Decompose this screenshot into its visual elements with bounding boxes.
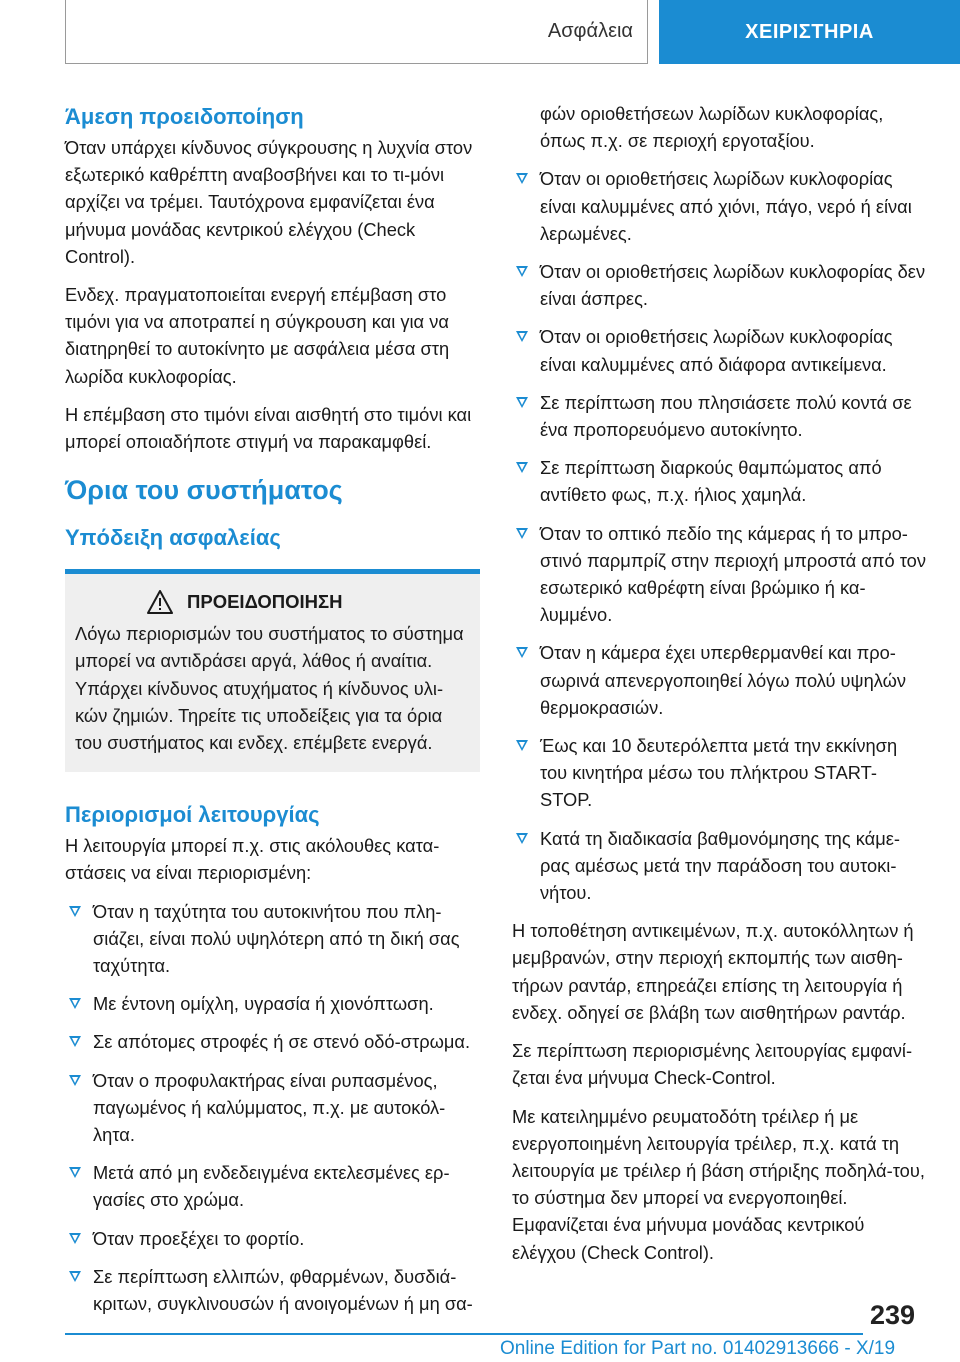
list-item-text: Κατά τη διαδικασία βαθμονόμησης της κάμε-ρας αμέσως μετά την παράδοση του αυτοκι-νήτου.: [540, 827, 900, 904]
triangle-bullet-icon: [69, 998, 81, 1009]
warning-triangle-icon: [147, 590, 173, 614]
list-continuation: φών οριοθετήσεων λωρίδων κυκλοφορίας, όπως π.χ. σε περιοχή εργοταξίου.: [540, 103, 884, 152]
triangle-bullet-icon: [69, 1233, 81, 1244]
triangle-bullet-icon: [516, 331, 528, 342]
bullet-list: [65, 898, 480, 1318]
warning-box: [65, 569, 480, 772]
list-item: [65, 990, 480, 1017]
heading-system-limits: Όρια του συστήματος: [65, 475, 343, 506]
bullet-list: [512, 165, 927, 906]
triangle-bullet-icon: [516, 397, 528, 408]
triangle-bullet-icon: [69, 1271, 81, 1282]
list-item: [512, 389, 927, 443]
triangle-bullet-icon: [69, 1075, 81, 1086]
paragraph: Όταν υπάρχει κίνδυνος σύγκρουσης η λυχνία στον εξωτερικό καθρέπτη αναβοσβήνει και το τι-μόνι αρχίζει να τρέμει. Ταυτόχρονα εμφανίζεται ένα μήνυμα μονάδας κεντρικού ελέγχου (Check Control).: [65, 137, 473, 267]
paragraph: Η λειτουργία μπορεί π.χ. στις ακόλουθες κατα-στάσεις να είναι περιορισμένη:: [65, 835, 440, 884]
header-chapter-label: ΧΕΙΡΙΣΤΗΡΙΑ: [745, 20, 874, 43]
triangle-bullet-icon: [516, 266, 528, 277]
triangle-bullet-icon: [69, 906, 81, 917]
list-item-text: Όταν η κάμερα έχει υπερθερμανθεί και προ-σωρινά απενεργοποιηθεί λόγω πολύ υψηλών θερμοκρασιών.: [540, 642, 907, 718]
triangle-bullet-icon: [516, 740, 528, 751]
list-item: [512, 732, 927, 814]
list-item: [65, 1067, 480, 1149]
list-item-text: Όταν η ταχύτητα του αυτοκινήτου που πλη-σιάζει, είναι πολύ υψηλότερη από τη δική σας ταχύτητα.: [93, 900, 460, 977]
list-item: [65, 898, 480, 980]
triangle-bullet-icon: [516, 833, 528, 844]
triangle-bullet-icon: [69, 1167, 81, 1178]
list-item: [512, 520, 927, 629]
warning-title: ΠΡΟΕΙΔΟΠΟΙΗΣΗ: [187, 591, 343, 613]
list-item: [512, 258, 927, 312]
triangle-bullet-icon: [516, 173, 528, 184]
heading-function-restrictions: Περιορισμοί λειτουργίας: [65, 802, 320, 828]
right-column: [512, 100, 927, 1277]
heading-safety-note: Υπόδειξη ασφαλείας: [65, 525, 281, 551]
header-section-label: Ασφάλεια: [547, 20, 633, 42]
list-item-text: Με έντονη ομίχλη, υγρασία ή χιονόπτωση.: [93, 993, 434, 1015]
paragraph: Ενδεχ. πραγματοποιείται ενεργή επέμβαση στο τιμόνι για να αποτραπεί η σύγκρουση και για να διατηρηθεί το αυτοκίνητο με ασφάλεια μέσα στη λωρίδα κυκλοφορίας.: [65, 284, 450, 387]
paragraph: Η επέμβαση στο τιμόνι είναι αισθητή στο τιμόνι και μπορεί οποιαδήποτε στιγμή να παρακαμφθεί.: [65, 403, 472, 453]
list-item: [512, 165, 927, 247]
header-chapter-tab: [659, 0, 960, 64]
list-item-text: Όταν το οπτικό πεδίο της κάμερας ή το μπρο-στινό παρμπρίζ στην περιοχή μπροστά από τον εσωτερικό καθρέφτη είναι βρώμικο ή κα-λυμμένο.: [540, 522, 926, 626]
list-item: [512, 454, 927, 508]
list-item: [65, 1263, 480, 1317]
page-number: 239: [870, 1300, 916, 1330]
footer-edition: Online Edition for Part no. 01402913666 - X/19: [500, 1338, 896, 1359]
list-item-text: Σε περίπτωση ελλιπών, φθαρμένων, δυσδιά-κριτων, συγκλινουσών ή ανοιγομένων ή μη σα-: [93, 1265, 473, 1315]
list-item-text: Όταν οι οριοθετήσεις λωρίδων κυκλοφορίας είναι καλυμμένες από διάφορα αντικείμενα.: [540, 326, 893, 375]
list-item-text: Σε απότομες στροφές ή σε στενό οδό-στρωμα.: [93, 1031, 471, 1053]
heading-immediate-warning: Άμεση προειδοποίηση: [65, 104, 304, 129]
triangle-bullet-icon: [516, 528, 528, 539]
left-column: [65, 100, 480, 1328]
header-section-tab: [65, 0, 648, 64]
triangle-bullet-icon: [69, 1036, 81, 1047]
list-item-text: Μετά από μη ενδεδειγμένα εκτελεσμένες ερ-γασίες στο χρώμα.: [93, 1162, 450, 1211]
list-item: [65, 1028, 480, 1055]
warning-text: Λόγω περιορισμών του συστήματος το σύστημα μπορεί να αντιδράσει αργά, λάθος ή αναίτια. Υπάρχει κίνδυνος ατυχήματος ή κίνδυνος υλι-κών ζημιών. Τηρείτε τις υποδείξεις για τα όρια του συστήματος και ενδεχ. επέμβετε ενεργά.: [75, 623, 464, 754]
paragraph: Με κατειλημμένο ρευματοδότη τρέιλερ ή με ενεργοποιημένη λειτουργία τρέιλερ, π.χ. κατά τη λειτουργία με τρέιλερ ή βάση στήριξης ποδηλά-του, το σύστημα δεν μπορεί να ενεργοποιηθεί. Εμφανίζεται ένα μήνυμα μονάδας κεντρικού ελέγχου (Check Control).: [512, 1105, 925, 1263]
list-item: [512, 825, 927, 907]
list-item-text: Σε περίπτωση που πλησιάσετε πολύ κοντά σε ένα προπορευόμενο αυτοκίνητο.: [540, 391, 912, 441]
list-item: [65, 1159, 480, 1213]
list-item: [65, 1225, 480, 1252]
paragraph: Η τοποθέτηση αντικειμένων, π.χ. αυτοκόλλητων ή μεμβρανών, στην περιοχή εκπομπής των αισθη-τήρων ραντάρ, επηρεάζει επίσης τη λειτουργία ή ενδεχ. οδηγεί σε βλάβη των αισθητήρων ραντάρ.: [512, 920, 914, 1023]
list-item: [512, 639, 927, 721]
triangle-bullet-icon: [516, 647, 528, 658]
triangle-bullet-icon: [516, 462, 528, 473]
list-item-text: Σε περίπτωση διαρκούς θαμπώματος από αντίθετο φως, π.χ. ήλιος χαμηλά.: [540, 457, 882, 506]
list-item-text: Όταν προεξέχει το φορτίο.: [93, 1227, 305, 1249]
list-item-text: Έως και 10 δευτερόλεπτα μετά την εκκίνηση του κινητήρα μέσω του πλήκτρου START-STOP.: [540, 735, 898, 811]
list-item: [512, 323, 927, 377]
list-item-text: Όταν ο προφυλακτήρας είναι ρυπασμένος, παγωμένος ή καλύμματος, π.χ. με αυτοκόλ-λητα.: [93, 1069, 446, 1146]
list-item-text: Όταν οι οριοθετήσεις λωρίδων κυκλοφορίας δεν είναι άσπρες.: [540, 261, 926, 310]
paragraph: Σε περίπτωση περιορισμένης λειτουργίας εμφανί-ζεται ένα μήνυμα Check-Control.: [512, 1040, 913, 1089]
list-item-text: Όταν οι οριοθετήσεις λωρίδων κυκλοφορίας είναι καλυμμένες από χιόνι, πάγο, νερό ή είναι λερωμένες.: [540, 168, 912, 244]
warning-header: [75, 590, 468, 614]
